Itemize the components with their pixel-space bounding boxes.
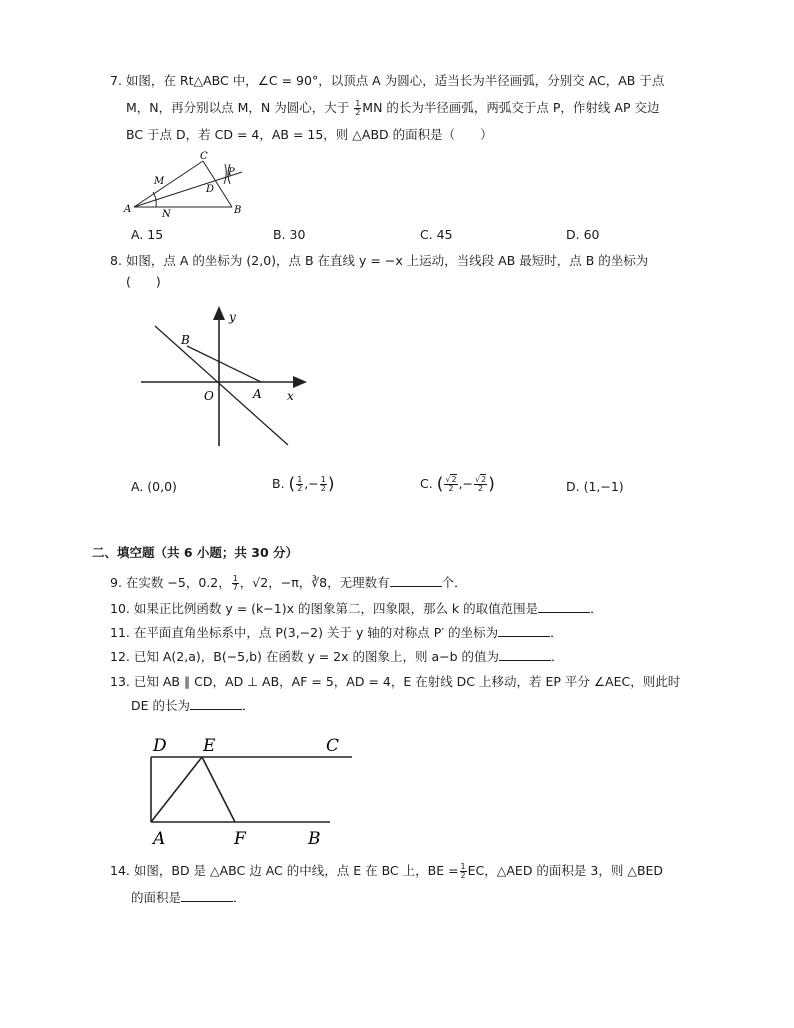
q14-number: 14. — [110, 863, 130, 878]
q7-label-d: D — [206, 184, 215, 195]
fraction-one-half-q14: $\frac{1}{2}$ — [460, 862, 466, 880]
q7-label-m: M — [154, 176, 165, 187]
q10-answer-blank[interactable] — [538, 600, 590, 613]
q7-label-n: N — [162, 209, 171, 220]
section-title-fill-in: 二、填空题（共 6 小题；共 30 分） — [92, 545, 299, 560]
q11-text-c: ． — [550, 625, 563, 640]
q11-answer-blank[interactable] — [498, 624, 550, 637]
q8-number: 8. — [110, 253, 122, 268]
q13-answer-blank[interactable] — [190, 697, 242, 710]
q14-line1 — [110, 862, 663, 880]
q8-line1 — [110, 252, 648, 270]
q7-label-p: P — [228, 167, 235, 178]
q13-text-2c: ． — [242, 698, 255, 713]
q9-text-b: ，√2，−π，∛8，无理数有 — [239, 575, 390, 590]
q13-label-e: E — [203, 736, 216, 756]
q13-label-a: A — [153, 829, 166, 849]
q13-text-1: 已知 AB ∥ CD，AD ⊥ AB，AF = 5，AD = 4，E 在射线 DC 上移动，若 EP 平分 ∠AEC，则此时 — [133, 674, 681, 689]
q7-text-2a: M，N，再分别以点 M，N 为圆心，大于 — [126, 100, 350, 115]
q8-option-d[interactable]: D. (1,−1) — [566, 479, 624, 494]
q14-text-2c: ． — [233, 890, 246, 905]
q7-label-b: B — [234, 205, 242, 216]
q14-line2 — [131, 889, 246, 907]
q8-text-1: 如图，点 A 的坐标为 (2,0)，点 B 在直线 y = −x 上运动，当线段 AB 最短时，点 B 的坐标为 — [125, 253, 649, 268]
q12-text-a: 已知 A(2,a)，B(−5,b) 在函数 y = 2x 的图象上，则 a−b 的值为 — [133, 649, 500, 664]
q7-text-1: 如图，在 Rt△ABC 中，∠C = 90°，以顶点 A 为圆心，适当长为半径画弧，分别交 AC，AB 于点 — [125, 73, 665, 88]
q7-option-b[interactable]: B. 30 — [273, 227, 306, 242]
q13-parallel-lines-figure — [140, 730, 365, 850]
q8-option-a[interactable]: A. (0,0) — [131, 479, 177, 494]
q13-label-d: D — [153, 736, 167, 756]
q7-option-a[interactable]: A. 15 — [131, 227, 164, 242]
q8-option-c[interactable]: C. ( $\frac{√2}{2}$ ,− $\frac{√2}{2}$ ) — [420, 474, 495, 495]
q12-text-c: ． — [551, 649, 564, 664]
q7-line1 — [110, 72, 664, 90]
q8-option-b[interactable]: B. ( $\frac{1}{2}$ ,− $\frac{1}{2}$ ) — [272, 474, 335, 495]
q9-text-a: 在实数 −5，0.2， — [125, 575, 231, 590]
q12-number: 12. — [110, 649, 130, 664]
q13-line2 — [131, 697, 255, 715]
q9-number: 9. — [110, 575, 122, 590]
q8-label-x: x — [287, 389, 294, 403]
q9-answer-blank[interactable] — [390, 574, 442, 587]
q7-line2 — [126, 99, 659, 117]
fraction-one-seventh: $\frac{1}{7}$ — [232, 574, 238, 592]
q8-label-a: A — [253, 387, 262, 401]
q13-label-f: F — [234, 829, 246, 849]
q9-line — [110, 574, 467, 592]
q8-option-b-prefix: B. — [272, 476, 285, 491]
q14-answer-blank[interactable] — [181, 889, 233, 902]
q7-option-d[interactable]: D. 60 — [566, 227, 600, 242]
q8-label-b: B — [181, 333, 190, 347]
q7-option-c[interactable]: C. 45 — [420, 227, 453, 242]
q7-triangle-figure — [120, 146, 260, 221]
q13-number: 13. — [110, 674, 130, 689]
q10-line — [110, 600, 603, 618]
q9-text-c: 个． — [441, 575, 467, 590]
q14-text-2a: 的面积是 — [131, 890, 182, 905]
q12-answer-blank[interactable] — [499, 648, 551, 661]
q11-line — [110, 624, 563, 642]
q11-text-a: 在平面直角坐标系中，点 P(3,−2) 关于 y 轴的对称点 P′ 的坐标为 — [133, 625, 499, 640]
fraction-one-half: $\frac{1}{2}$ — [355, 99, 361, 117]
q7-number: 7. — [110, 73, 122, 88]
q8-label-y: y — [229, 310, 236, 324]
q10-text-a: 如果正比例函数 y = (k−1)x 的图象第二，四象限，那么 k 的取值范围是 — [133, 601, 539, 616]
q14-text-1b: EC，△AED 的面积是 3，则 △BED — [467, 863, 664, 878]
q7-line3 — [126, 126, 493, 144]
q8-option-c-prefix: C. — [420, 476, 433, 491]
q13-line1 — [110, 673, 680, 691]
q7-label-c: C — [200, 151, 208, 162]
q11-number: 11. — [110, 625, 130, 640]
q14-text-1a: 如图，BD 是 △ABC 边 AC 的中线，点 E 在 BC 上，BE = — [133, 863, 459, 878]
q8-label-o: O — [204, 389, 214, 403]
q8-coordinate-figure — [135, 300, 315, 450]
q7-label-a: A — [124, 204, 132, 215]
q13-label-c: C — [326, 736, 340, 756]
q10-number: 10. — [110, 601, 130, 616]
q7-text-2b: MN 的长为半径画弧，两弧交于点 P，作射线 AP 交边 — [362, 100, 660, 115]
q12-line — [110, 648, 564, 666]
q7-text-3: BC 于点 D，若 CD = 4，AB = 15，则 △ABD 的面积是（ ） — [126, 127, 493, 142]
q10-text-c: ． — [590, 601, 603, 616]
q13-text-2a: DE 的长为 — [131, 698, 190, 713]
q8-line2: ( ) — [126, 274, 161, 289]
q13-label-b: B — [308, 829, 321, 849]
